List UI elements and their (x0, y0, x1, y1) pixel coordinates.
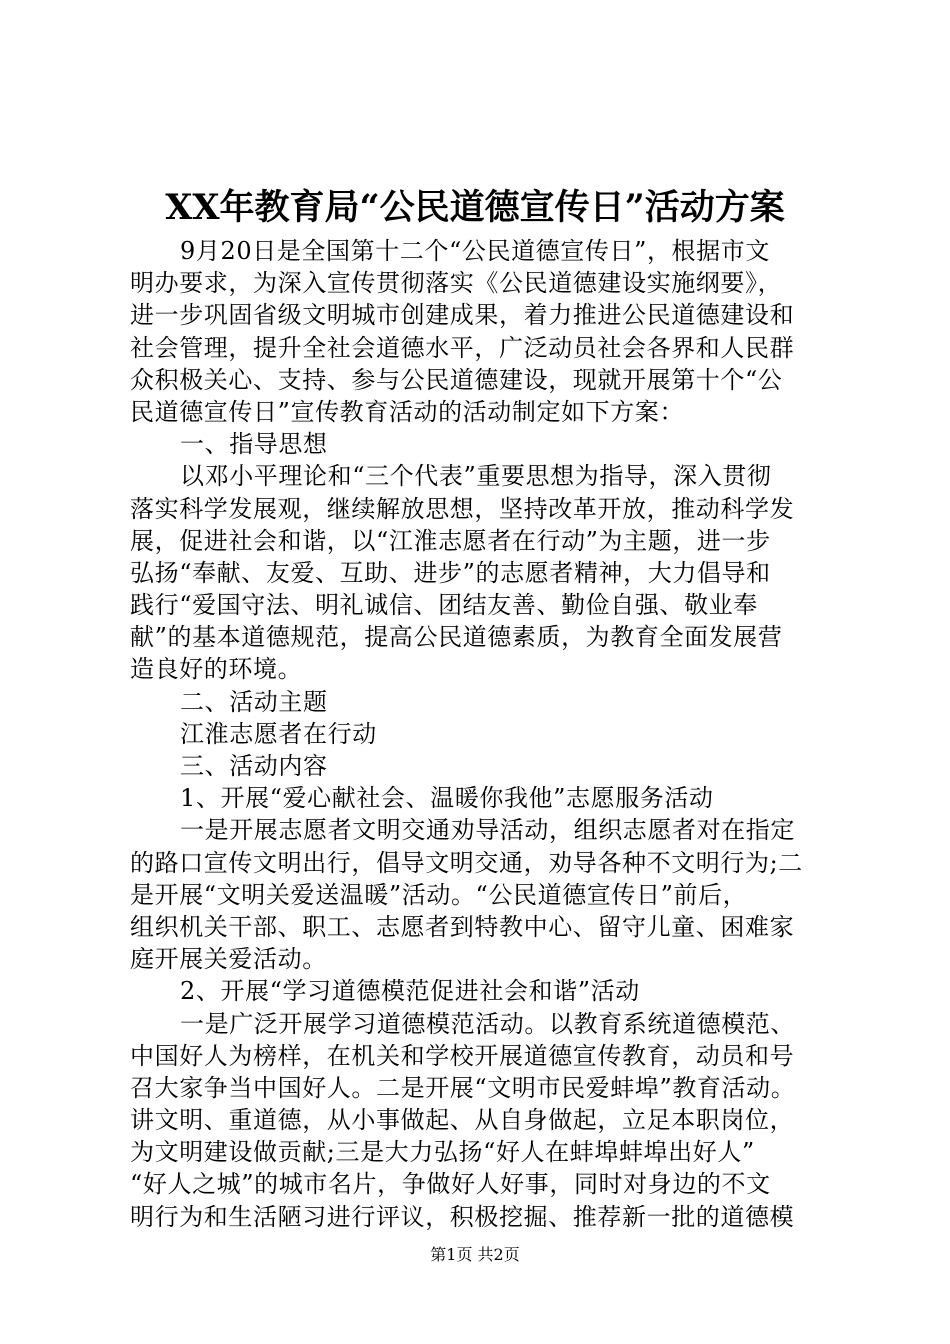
body-text-line: 1、开展“爱心献社会、温暖你我他”志愿服务活动 (180, 784, 714, 813)
body-text-line: 明办要求，为深入宣传贯彻落实《公民道德建设实施纲要》， (130, 269, 783, 298)
body-text-line: 造良好的环境。 (130, 655, 303, 684)
body-text-line: 一是广泛开展学习道德模范活动。以教育系统道德模范、 (180, 1009, 795, 1038)
body-text-line: 庭开展关爱活动。 (130, 945, 327, 974)
body-text-line: 献”的基本道德规范，提高公民道德素质，为教育全面发展营 (130, 623, 783, 652)
body-text-line: 明行为和生活陋习进行评议，积极挖掘、推荐新一批的道德模 (130, 1202, 795, 1231)
body-text-line: 是开展“文明关爱送温暖”活动。“公民道德宣传日”前后， (130, 880, 748, 909)
body-text-line: 社会管理，提升全社会道德水平，广泛动员社会各界和人民群 (130, 333, 795, 362)
body-text-line: 进一步巩固省级文明城市创建成果，着力推进公民道德建设和 (130, 301, 795, 330)
body-text-line: 二、活动主题 (180, 687, 328, 716)
body-text-line: 召大家争当中国好人。二是开展“文明市民爱蚌埠”教育活动。 (130, 1073, 796, 1102)
body-text-line: 民道德宣传日”宣传教育活动的活动制定如下方案： (130, 397, 685, 426)
body-text-line: 中国好人为榜样，在机关和学校开展道德宣传教育，动员和号 (130, 1041, 795, 1070)
body-text-line: 三、活动内容 (180, 752, 328, 780)
body-text-line: 9月20日是全国第十二个“公民道德宣传日”，根据市文 (180, 237, 770, 265)
body-text-line: 展，促进社会和谐，以“江淮志愿者在行动”为主题，进一步 (130, 526, 771, 555)
body-text-line: 江淮志愿者在行动 (180, 719, 377, 748)
body-text-line: 一、指导思想 (180, 430, 328, 459)
document-body (130, 235, 845, 1233)
body-text-line: “好人之城”的城市名片，争做好人好事，同时对身边的不文 (130, 1170, 771, 1199)
body-text-line: 落实科学发展观，继续解放思想，坚持改革开放，推动科学发 (130, 494, 795, 523)
body-text-line: 讲文明、重道德，从小事做起、从自身做起，立足本职岗位， (130, 1106, 795, 1135)
document-title: XX年教育局“公民道德宣传日”活动方案 (165, 187, 785, 228)
body-text-line: 一是开展志愿者文明交通劝导活动，组织志愿者对在指定 (180, 816, 795, 845)
body-text-line: 众积极关心、支持、参与公民道德建设，现就开展第十个“公 (130, 365, 783, 394)
body-text-line: 弘扬“奉献、友爱、互助、进步”的志愿者精神，大力倡导和 (130, 558, 771, 587)
body-text-line: 践行“爱国守法、明礼诚信、团结友善、勤俭自强、敬业奉 (130, 591, 758, 620)
body-text-line: 组织机关干部、职工、志愿者到特教中心、留守儿童、困难家 (130, 912, 795, 941)
body-text-line: 的路口宣传文明出行，倡导文明交通，劝导各种不文明行为;二 (130, 848, 803, 877)
page-number-footer: 第1页 共2页 (430, 1245, 520, 1264)
body-text-line: 2、开展“学习道德模范促进社会和谐”活动 (180, 977, 640, 1006)
body-text-line: 为文明建设做贡献;三是大力弘扬“好人在蚌埠蚌埠出好人” (130, 1138, 755, 1167)
body-text-line: 以邓小平理论和“三个代表”重要思想为指导，深入贯彻 (180, 462, 772, 491)
